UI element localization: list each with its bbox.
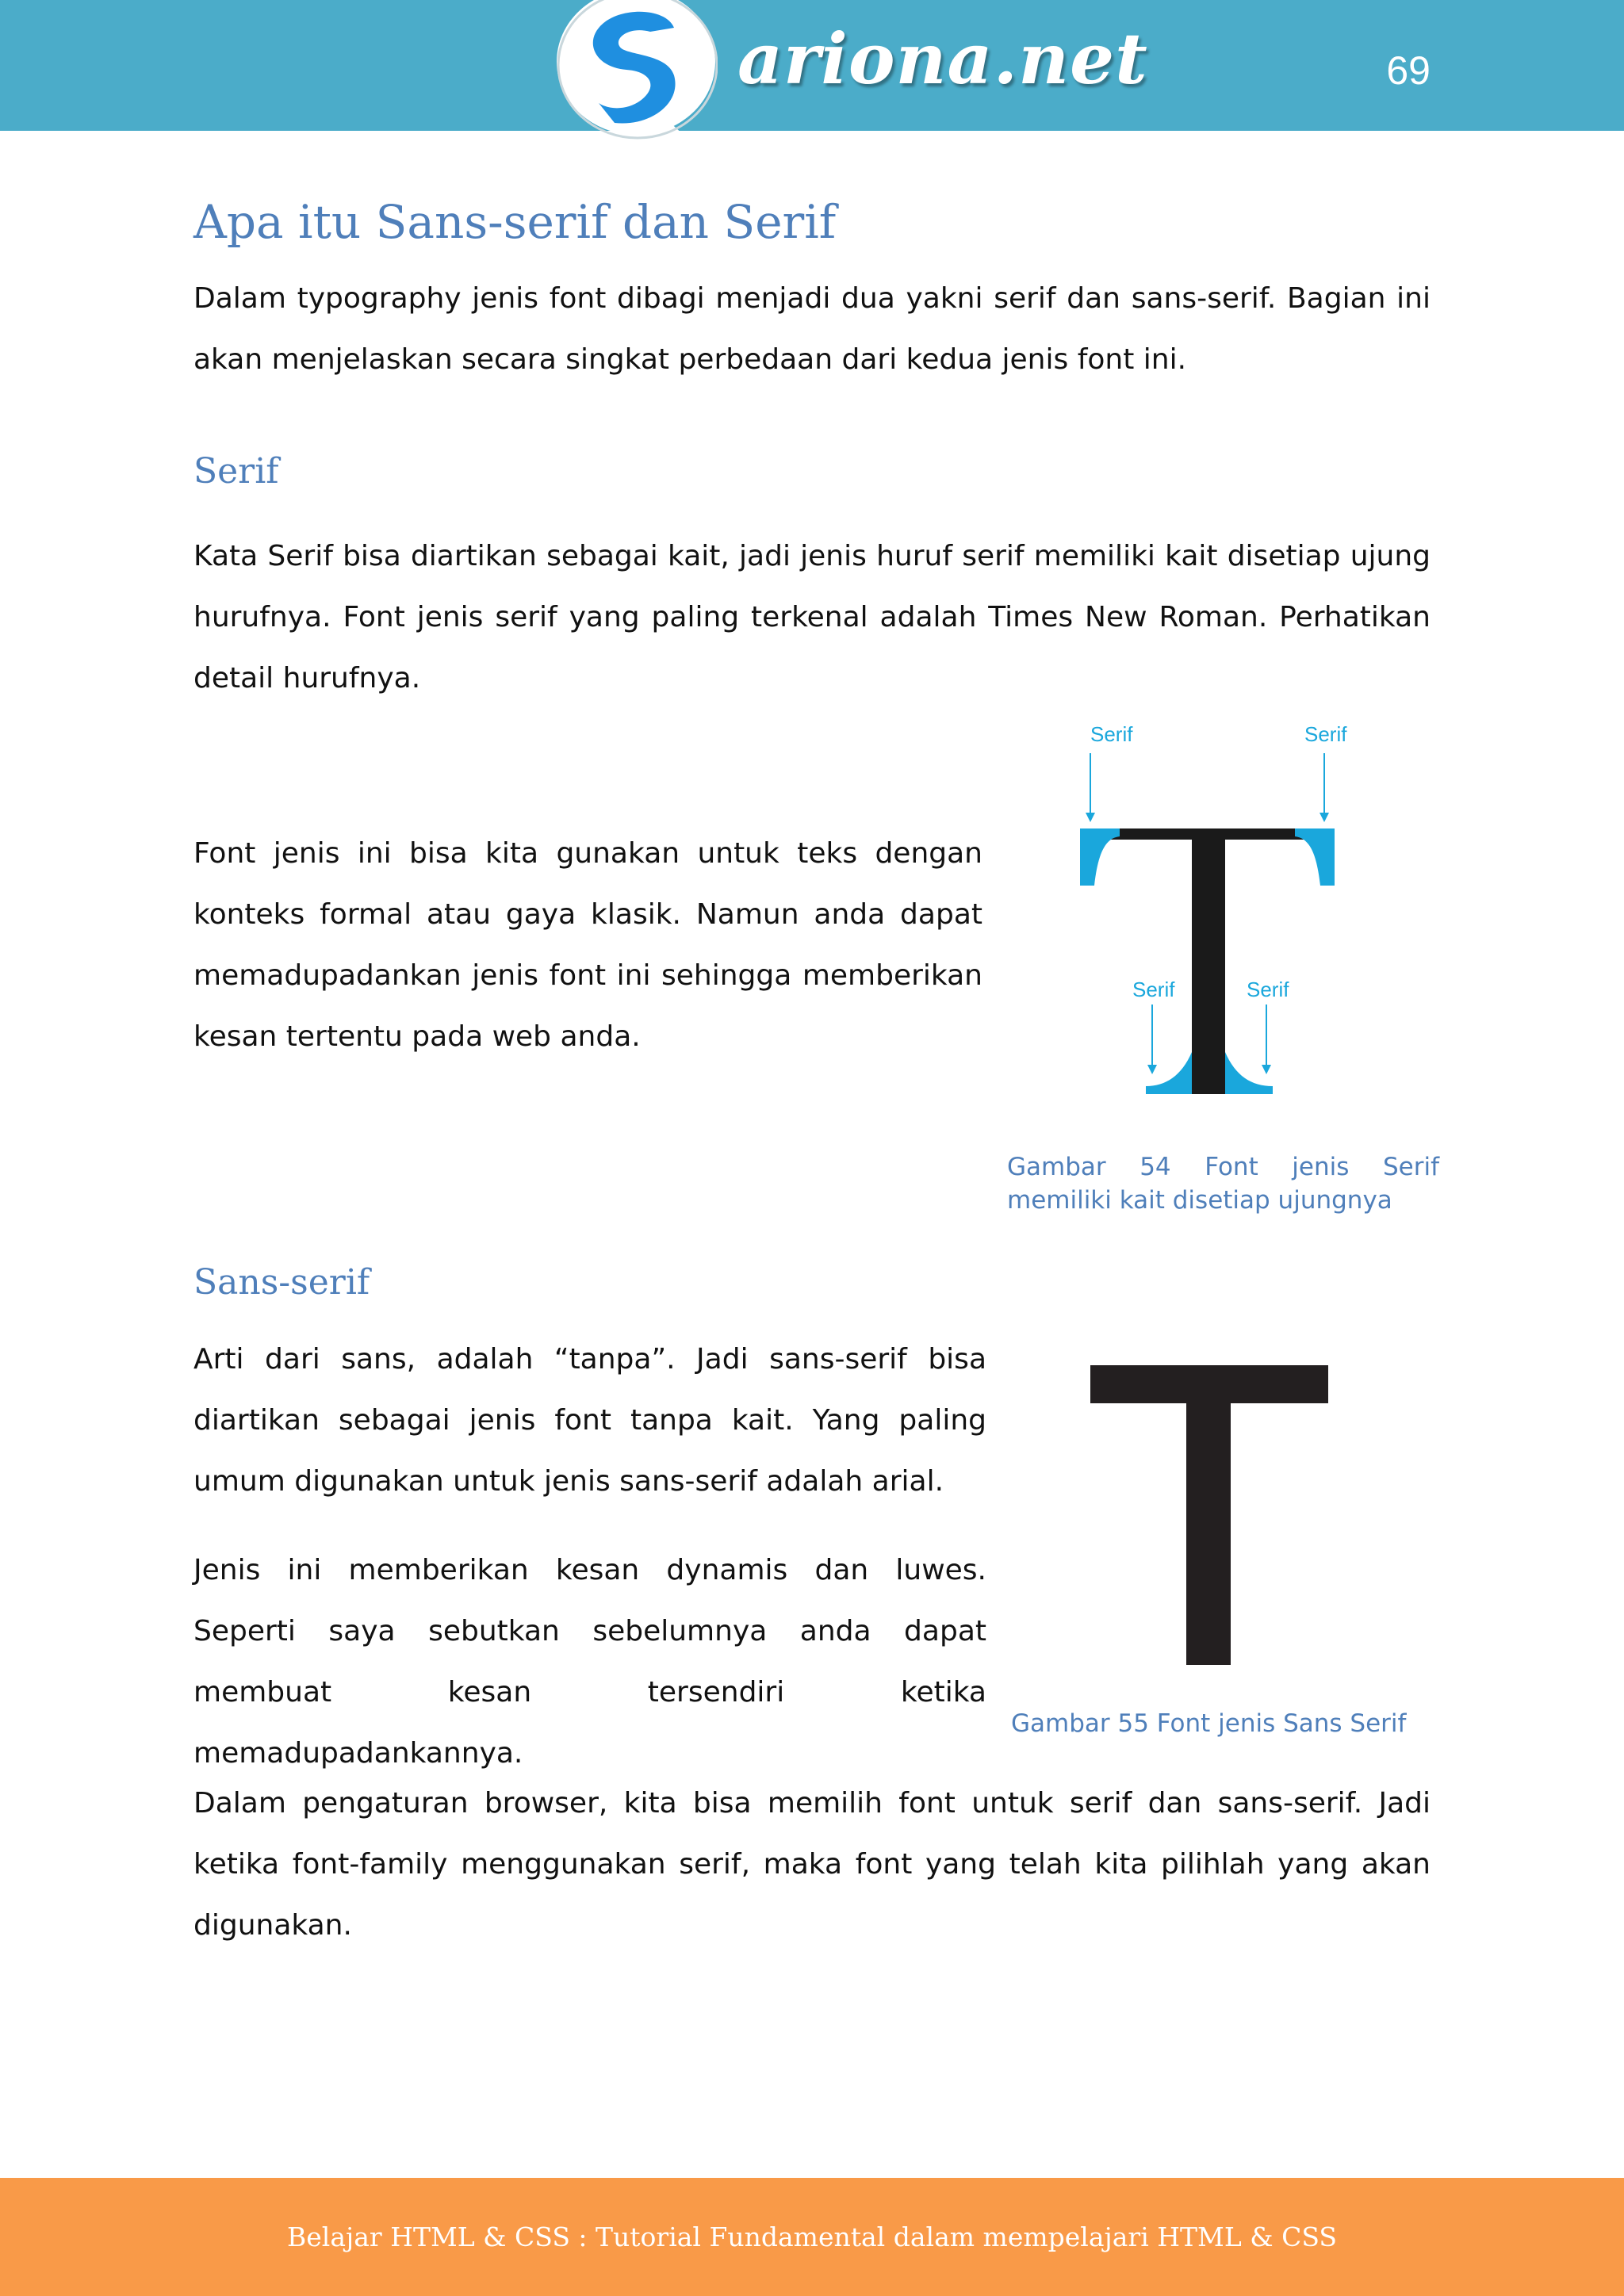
logo-icon — [555, 0, 718, 147]
sans-figure-caption: Gambar 55 Font jenis Sans Serif — [1011, 1709, 1407, 1738]
serif-label: Serif — [1132, 978, 1175, 1001]
page-footer — [0, 2178, 1624, 2296]
serif-label: Serif — [1090, 722, 1133, 746]
serif-figure-caption: Gambar 54 Font jenis Serif memiliki kait disetiap ujungnya — [1007, 1153, 1439, 1215]
page-header — [0, 0, 1624, 131]
sans-section — [193, 1259, 986, 1784]
footer-text: Belajar HTML & CSS : Tutorial Fundamental dalam mempelajari HTML & CSS — [287, 2221, 1337, 2252]
serif-label: Serif — [1247, 978, 1289, 1001]
serif-paragraph-1: Kata Serif bisa diartikan sebagai kait, jadi jenis huruf serif memiliki kait disetiap ujung hurufnya. Font jenis serif yang paling terkenal adalah Times New Roman. Perhatikan detail hurufnya. — [193, 540, 1431, 695]
main-content — [193, 190, 1431, 390]
sans-paragraph-2: Jenis ini memberikan kesan dynamis dan luwes. Seperti saya sebutkan sebelumnya anda dapat membuat kesan tersendiri ketika memadupadankannya. — [193, 1554, 986, 1770]
serif-paragraph-2-block — [193, 823, 982, 1067]
page-title: Apa itu Sans-serif dan Serif — [193, 195, 837, 249]
sans-serif-letter-figure — [1078, 1360, 1332, 1669]
serif-label: Serif — [1304, 722, 1347, 746]
serif-letter-figure — [1039, 710, 1372, 1114]
page-number: 69 — [1386, 48, 1431, 93]
serif-paragraph-2: Font jenis ini bisa kita gunakan untuk teks dengan konteks formal atau gaya klasik. Namun anda dapat memadupadankan jenis font ini sehingga memberikan kesan tertentu pada web anda. — [193, 837, 982, 1053]
closing-block — [193, 1773, 1431, 1956]
intro-paragraph: Dalam typography jenis font dibagi menjadi dua yakni serif dan sans-serif. Bagian ini akan menjelaskan secara singkat perbedaan dari kedua jenis font ini. — [193, 282, 1431, 376]
serif-heading: Serif — [193, 451, 279, 492]
sans-heading: Sans-serif — [193, 1262, 370, 1303]
sans-paragraph-1: Arti dari sans, adalah “tanpa”. Jadi sans-serif bisa diartikan sebagai jenis font tanpa kait. Yang paling umum digunakan untuk jenis sans-serif adalah arial. — [193, 1343, 986, 1498]
logo-text: ariona.net — [737, 17, 1148, 100]
closing-paragraph: Dalam pengaturan browser, kita bisa memilih font untuk serif dan sans-serif. Jadi ketika font-family menggunakan serif, maka font yang telah kita pilihlah yang akan digunakan. — [193, 1787, 1431, 1942]
serif-section — [193, 448, 1431, 709]
